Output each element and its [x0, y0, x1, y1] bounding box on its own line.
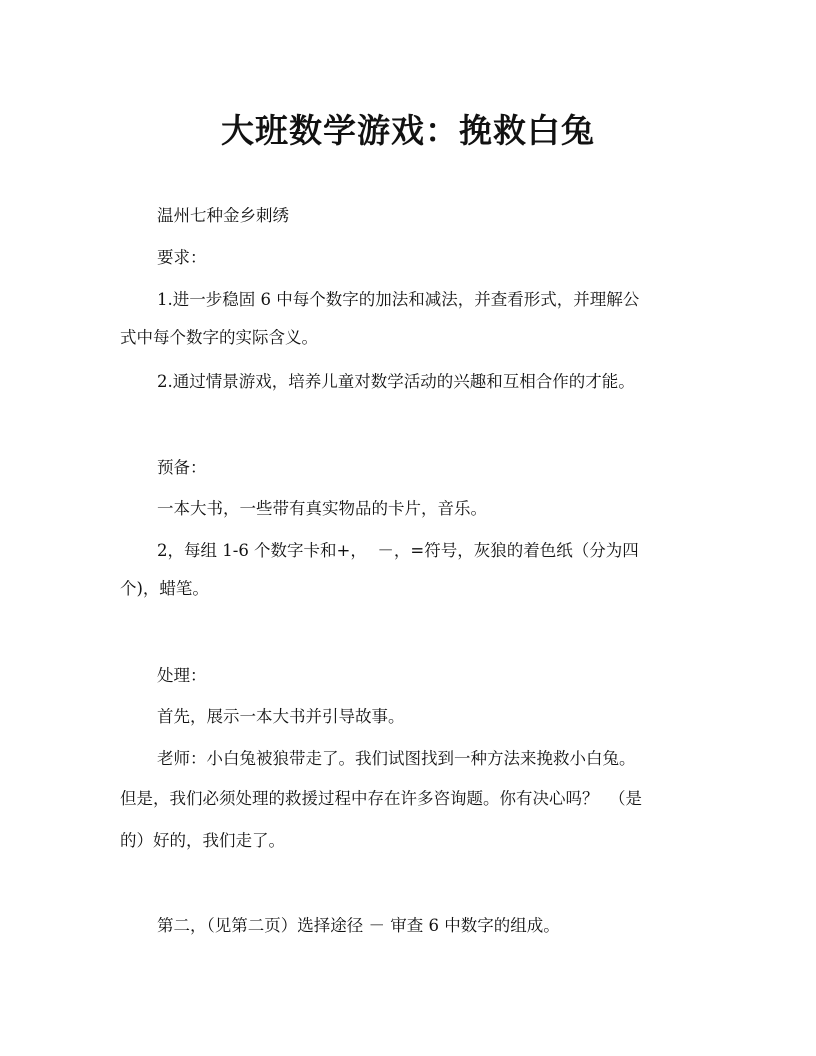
preparation-item-2-line-1: 2，每组 1-6 个数字卡和+， －，=符号，灰狼的着色纸（分为四: [157, 541, 639, 560]
document-title: 大班数学游戏：挽救白兔: [221, 111, 595, 150]
preparation-heading: 预备：: [157, 458, 207, 477]
requirement-1-line-2: 式中每个数字的实际含义。: [120, 328, 318, 347]
requirement-2: 2.通过情景游戏，培养儿童对数学活动的兴趣和互相合作的才能。: [157, 372, 635, 391]
process-step-2-line-1: 老师：小白兔被狼带走了。我们试图找到一种方法来挽救小白兔。: [157, 749, 636, 768]
process-step-2-line-3: 的）好的，我们走了。: [120, 831, 285, 850]
process-step-1: 首先，展示一本大书并引导故事。: [157, 707, 405, 726]
author-line: 温州七种金乡刺绣: [157, 206, 289, 225]
preparation-item-1: 一本大书，一些带有真实物品的卡片，音乐。: [157, 499, 487, 518]
requirement-1-line-1: 1.进一步稳固 6 中每个数字的加法和减法，并查看形式，并理解公: [157, 290, 640, 309]
process-step-3: 第二，（见第二页）选择途径 － 审查 6 中数字的组成。: [157, 916, 560, 935]
process-step-2-line-2: 但是，我们必须处理的救援过程中存在许多咨询题。你有决心吗？ （是: [120, 789, 642, 808]
preparation-item-2-line-2: 个)，蜡笔。: [120, 579, 209, 598]
process-heading: 处理：: [157, 666, 207, 685]
requirements-heading: 要求：: [157, 248, 207, 267]
